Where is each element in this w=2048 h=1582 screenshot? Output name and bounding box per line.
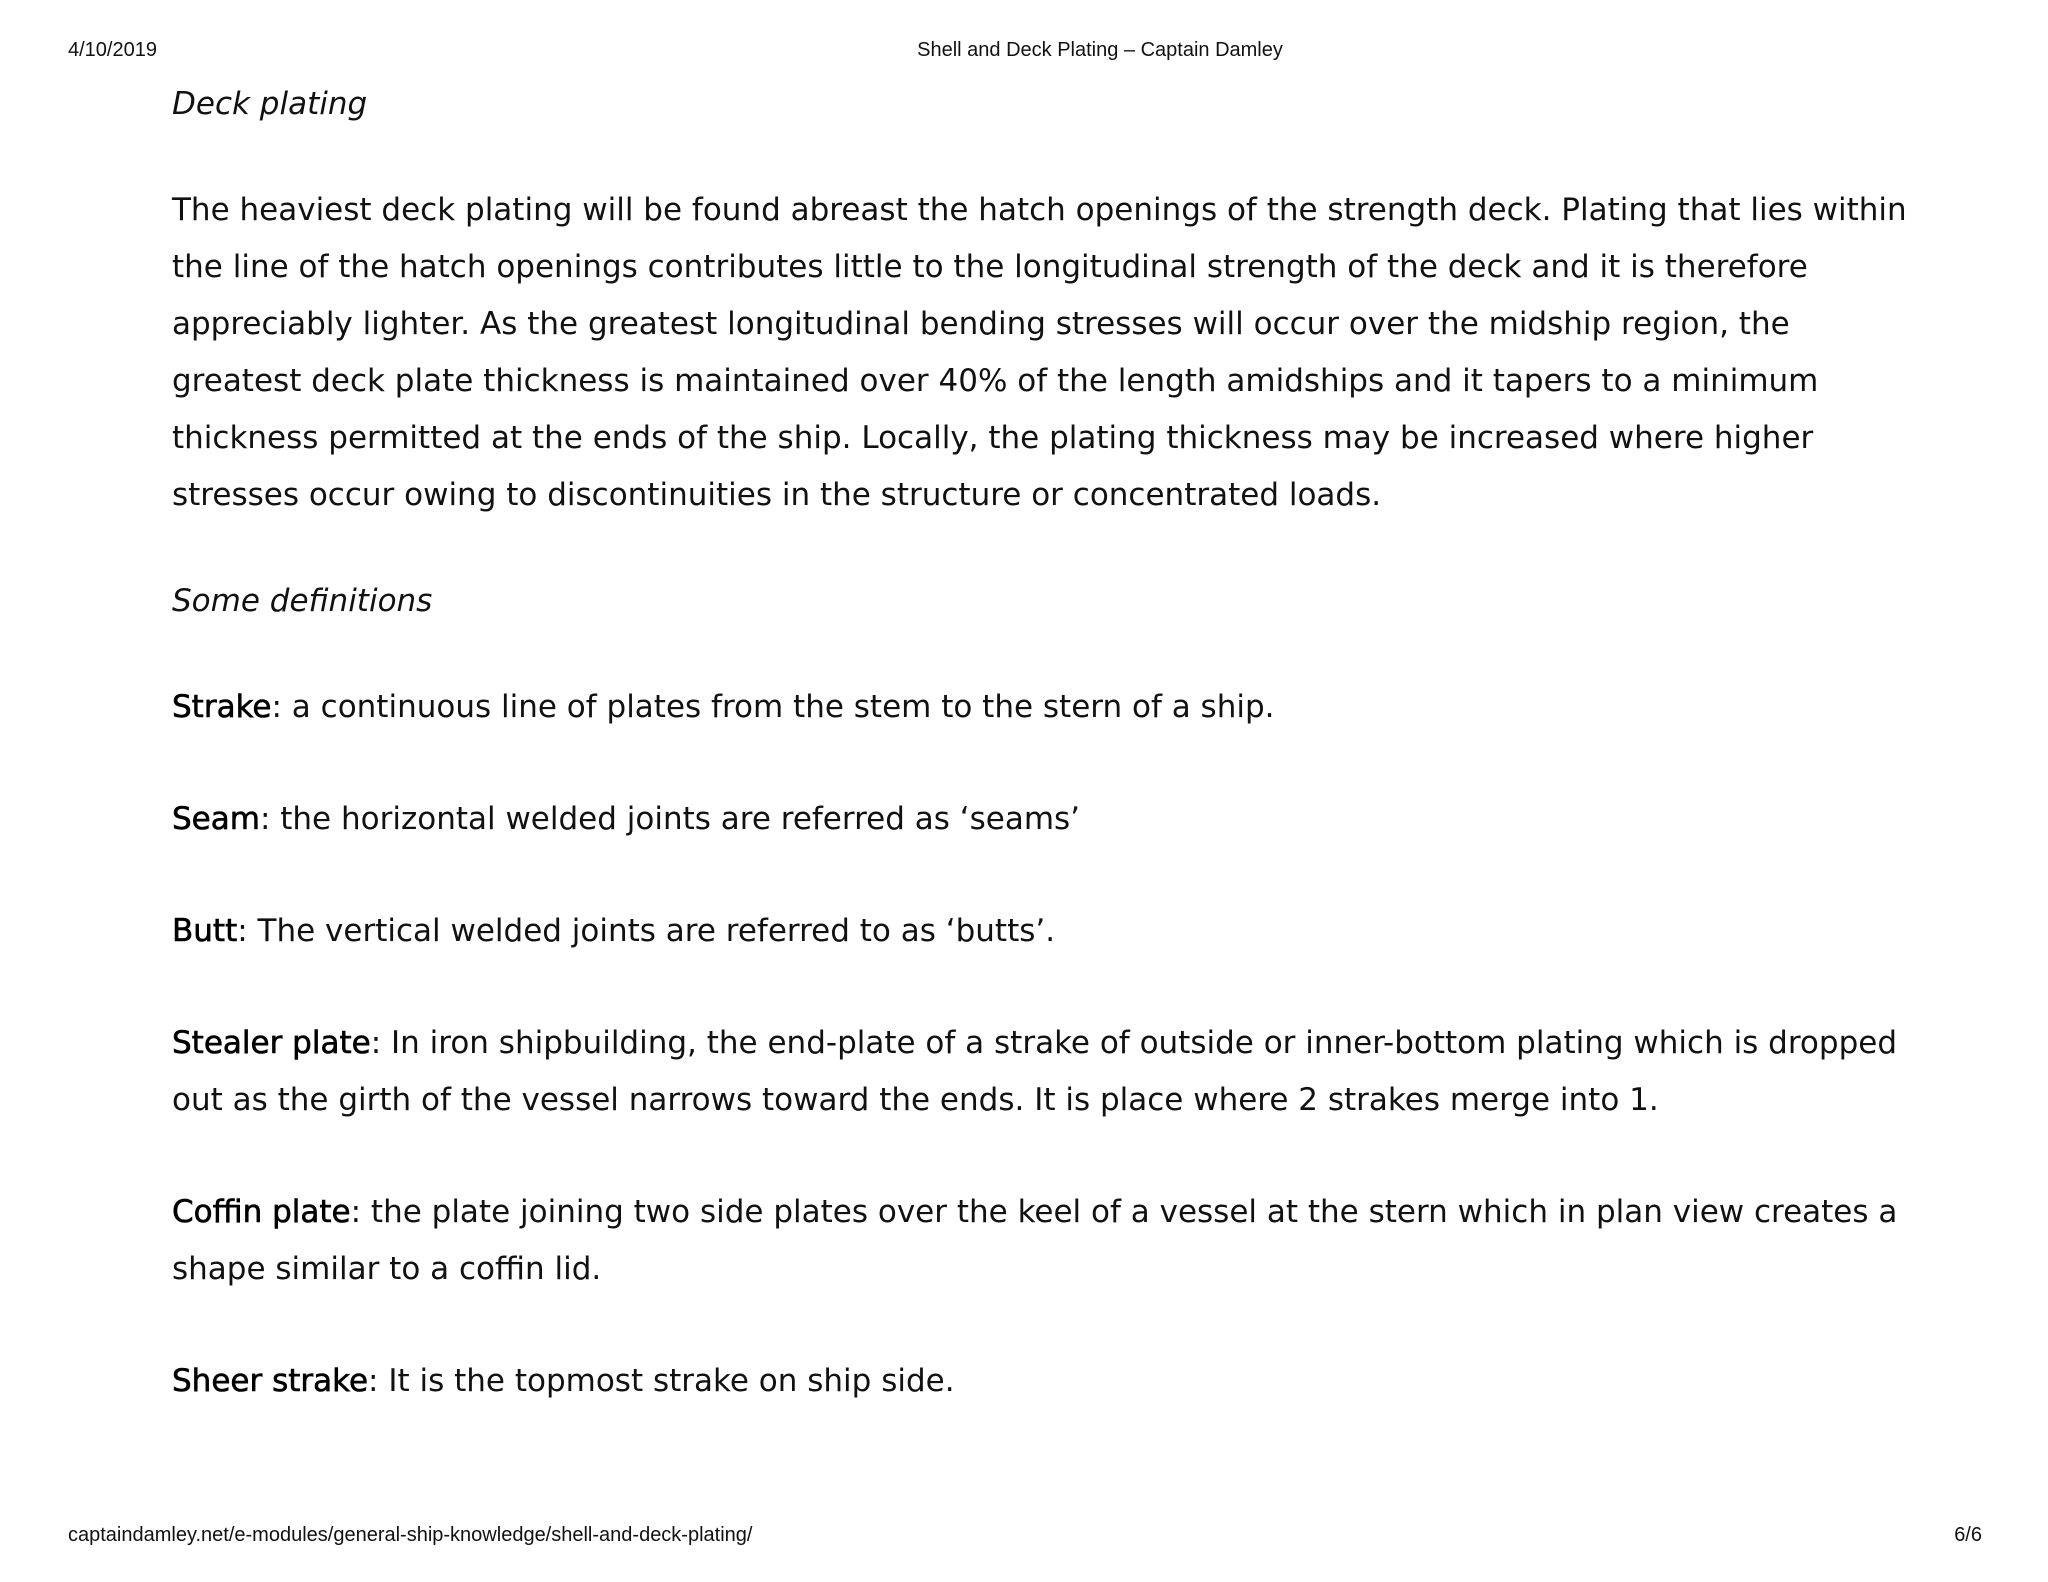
definition-term: Stealer plate xyxy=(172,1025,371,1061)
page-url: captaindamley.net/e-modules/general-ship-knowledge/shell-and-deck-plating/ xyxy=(68,1524,753,1546)
section-heading-deck-plating: Deck plating xyxy=(172,86,368,122)
definition-seam xyxy=(172,791,1912,848)
definition-term: Coffin plate xyxy=(172,1194,351,1230)
definition-text: : It is the topmost strake on ship side. xyxy=(368,1363,955,1399)
section-heading-definitions: Some definitions xyxy=(172,583,433,619)
definition-text: : The vertical welded joints are referred to as ‘butts’. xyxy=(237,913,1056,949)
article-content xyxy=(172,82,1912,1465)
definition-coffin-plate xyxy=(172,1184,1912,1298)
page-title: Shell and Deck Plating – Captain Damley xyxy=(917,39,1283,61)
definition-term: Strake xyxy=(172,689,272,725)
definition-sheer-strake xyxy=(172,1353,1912,1410)
definition-butt xyxy=(172,903,1912,960)
definition-term: Sheer strake xyxy=(172,1363,369,1399)
definition-term: Butt xyxy=(172,913,238,949)
definition-text: : the horizontal welded joints are referred as ‘seams’ xyxy=(259,801,1081,837)
definition-strake xyxy=(172,679,1912,736)
definition-term: Seam xyxy=(172,801,260,837)
definition-stealer-plate xyxy=(172,1015,1912,1129)
print-date: 4/10/2019 xyxy=(68,39,157,61)
definition-text: : the plate joining two side plates over the keel of a vessel at the stern which in plan view creates a shape similar to a coffin lid. xyxy=(172,1194,1898,1287)
print-footer xyxy=(68,1523,1982,1547)
definition-text: : a continuous line of plates from the stem to the stern of a ship. xyxy=(271,689,1275,725)
page-number: 6/6 xyxy=(1954,1524,1982,1546)
deck-plating-paragraph: The heaviest deck plating will be found abreast the hatch openings of the strength deck. Plating that lies within the line of the hatch openings contributes little to the longitudinal strength of the deck and it is therefore appreciably lighter. As the greatest longitudinal bending stresses will occur over the midship region, the greatest deck plate thickness is maintained over 40% of the length amidships and it tapers to a minimum thickness permitted at the ends of the ship. Locally, the plating thickness may be increased where higher stresses occur owing to discontinuities in the structure or concentrated loads. xyxy=(172,192,1907,513)
print-header xyxy=(68,38,1982,62)
definition-text: : In iron shipbuilding, the end-plate of a strake of outside or inner-bottom plating which is dropped out as the girth of the vessel narrows toward the ends. It is place where 2 strakes merge into 1. xyxy=(172,1025,1897,1118)
